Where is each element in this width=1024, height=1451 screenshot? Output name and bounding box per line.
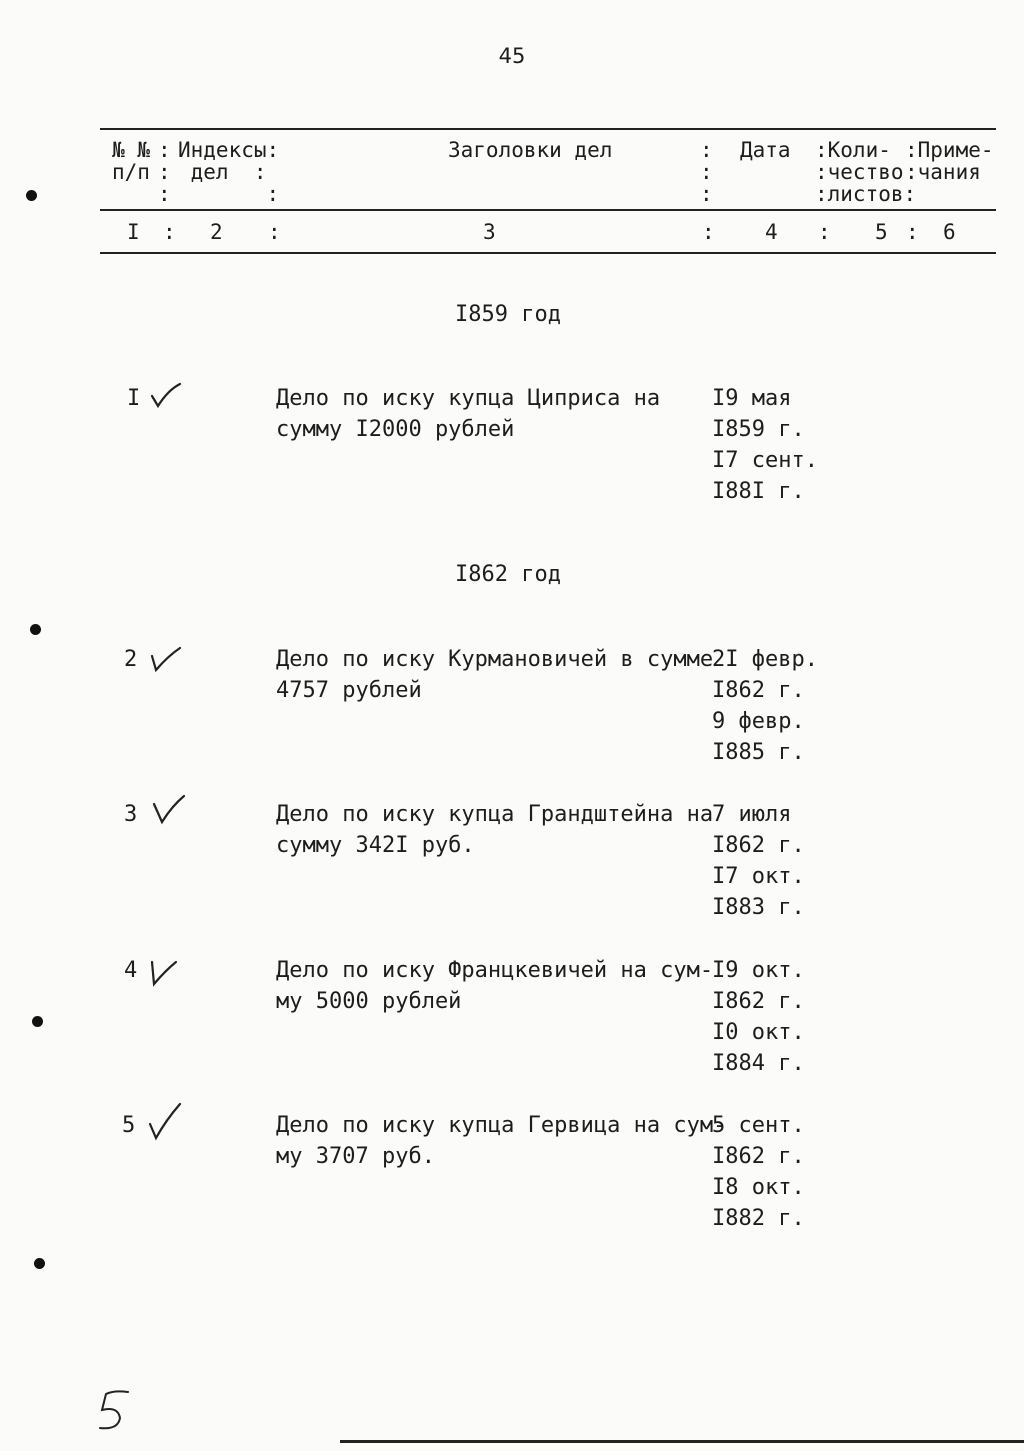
header-col-index-line1: Индексы: [178, 138, 280, 162]
entry-1-date-end-year: I88I г. [712, 479, 805, 504]
entry-3-title-line2: сумму 342I руб. [276, 833, 475, 858]
header-col-count [815, 139, 916, 205]
entry-5-date-start-year: I862 г. [712, 1144, 805, 1169]
header-col-number-line1: № № [112, 138, 150, 162]
checkmark-icon [144, 952, 184, 992]
entry-3-number: 3 [124, 802, 138, 827]
entry-4-date-end-year: I884 г. [712, 1051, 805, 1076]
entry-3-date-end-year: I883 г. [712, 895, 805, 920]
header-col-count-line1: :Коли- [815, 138, 891, 162]
col-sep: : [906, 220, 919, 244]
col-number-3: 3 [483, 220, 496, 244]
col-sep: : [818, 220, 831, 244]
entry-2-date-end-year: I885 г. [712, 740, 805, 765]
header-col-index-line2: дел : [178, 160, 267, 184]
col-number-5: 5 [875, 220, 888, 244]
entry-1-title [276, 383, 660, 445]
header-col-index [178, 139, 279, 205]
entry-5-title-line2: му 3707 руб. [276, 1144, 435, 1169]
entry-1-date-end: I7 сент. [712, 448, 818, 473]
entry-2-title [276, 644, 713, 706]
binding-hole-dot [34, 1258, 45, 1269]
entry-4-date-end: I0 окт. [712, 1020, 805, 1045]
entry-1-date-start-year: I859 г. [712, 417, 805, 442]
entry-5-title-line1: Дело по иску купца Гервица на сум- [276, 1113, 727, 1138]
header-col-date: Дата [740, 138, 791, 162]
entry-4-dates [712, 955, 805, 1079]
col-sep: : [163, 220, 176, 244]
checkmark-icon [148, 792, 188, 832]
checkmark-icon [146, 378, 186, 418]
binding-hole-dot [32, 1016, 43, 1027]
entry-4-title [276, 955, 713, 1017]
checkmark-icon [144, 1102, 184, 1142]
entry-1-date-start: I9 мая [712, 386, 792, 411]
year-heading-1862: I862 год [455, 562, 561, 587]
entry-4-title-line1: Дело по иску Францкевичей на сум- [276, 958, 714, 983]
page-number: 45 [498, 44, 526, 68]
entry-5-date-end-year: I882 г. [712, 1206, 805, 1231]
entry-1-number: I [127, 386, 141, 411]
header-col-index-line3: : [178, 182, 280, 206]
binding-hole-dot [30, 624, 41, 635]
col-number-6: 6 [943, 220, 956, 244]
entry-3-title [276, 799, 713, 861]
col-number-1: I [127, 220, 140, 244]
header-col-notes-line2: :чания [905, 160, 981, 184]
page-bottom-edge-line [340, 1440, 1024, 1443]
entry-4-date-start: I9 окт. [712, 958, 805, 983]
entry-5-title [276, 1110, 726, 1172]
header-col-title: Заголовки дел [448, 138, 613, 162]
header-bottom-rule [100, 252, 996, 254]
header-col-number-line2: п/п [112, 160, 150, 184]
entry-3-dates [712, 799, 805, 923]
year-heading-1859: I859 год [455, 302, 561, 327]
entry-2-date-end: 9 февр. [712, 709, 805, 734]
entry-4-date-start-year: I862 г. [712, 989, 805, 1014]
entry-2-number: 2 [124, 647, 138, 672]
entry-5-number: 5 [122, 1113, 136, 1138]
entry-3-date-start-year: I862 г. [712, 833, 805, 858]
header-col-count-line2: :чество [815, 160, 904, 184]
entry-1-dates [712, 383, 818, 507]
header-sep-3: : : : [700, 138, 713, 206]
entry-2-dates [712, 644, 818, 768]
header-col-number [112, 139, 150, 183]
entry-2-date-start-year: I862 г. [712, 678, 805, 703]
header-col-notes [905, 139, 994, 183]
entry-2-title-line1: Дело по иску Курмановичей в сумме [276, 647, 714, 672]
col-sep: : [702, 220, 715, 244]
col-number-2: 2 [210, 220, 223, 244]
entry-5-dates [712, 1110, 805, 1234]
entry-2-date-start: 2I февр. [712, 647, 818, 672]
entry-3-date-end: I7 окт. [712, 864, 805, 889]
header-col-notes-line1: :Приме- [905, 138, 994, 162]
entry-4-number: 4 [124, 958, 138, 983]
entry-2-title-line2: 4757 рублей [276, 678, 422, 703]
header-sep-1: : : : [158, 138, 171, 206]
header-mid-rule [100, 209, 996, 211]
col-sep: : [268, 220, 281, 244]
entry-1-title-line2: сумму I2000 рублей [276, 417, 515, 442]
header-col-count-line3: :листов: [815, 182, 917, 206]
entry-3-title-line1: Дело по иску купца Грандштейна на [276, 802, 714, 827]
checkmark-icon [146, 640, 186, 680]
handwritten-mark-5 [88, 1386, 138, 1436]
col-number-4: 4 [765, 220, 778, 244]
binding-hole-dot [26, 190, 37, 201]
header-top-rule [100, 128, 996, 130]
entry-1-title-line1: Дело по иску купца Циприса на [276, 386, 661, 411]
entry-5-date-start: 5 сент. [712, 1113, 805, 1138]
entry-3-date-start: 7 июля [712, 802, 792, 827]
entry-4-title-line2: му 5000 рублей [276, 989, 462, 1014]
entry-5-date-end: I8 окт. [712, 1175, 805, 1200]
